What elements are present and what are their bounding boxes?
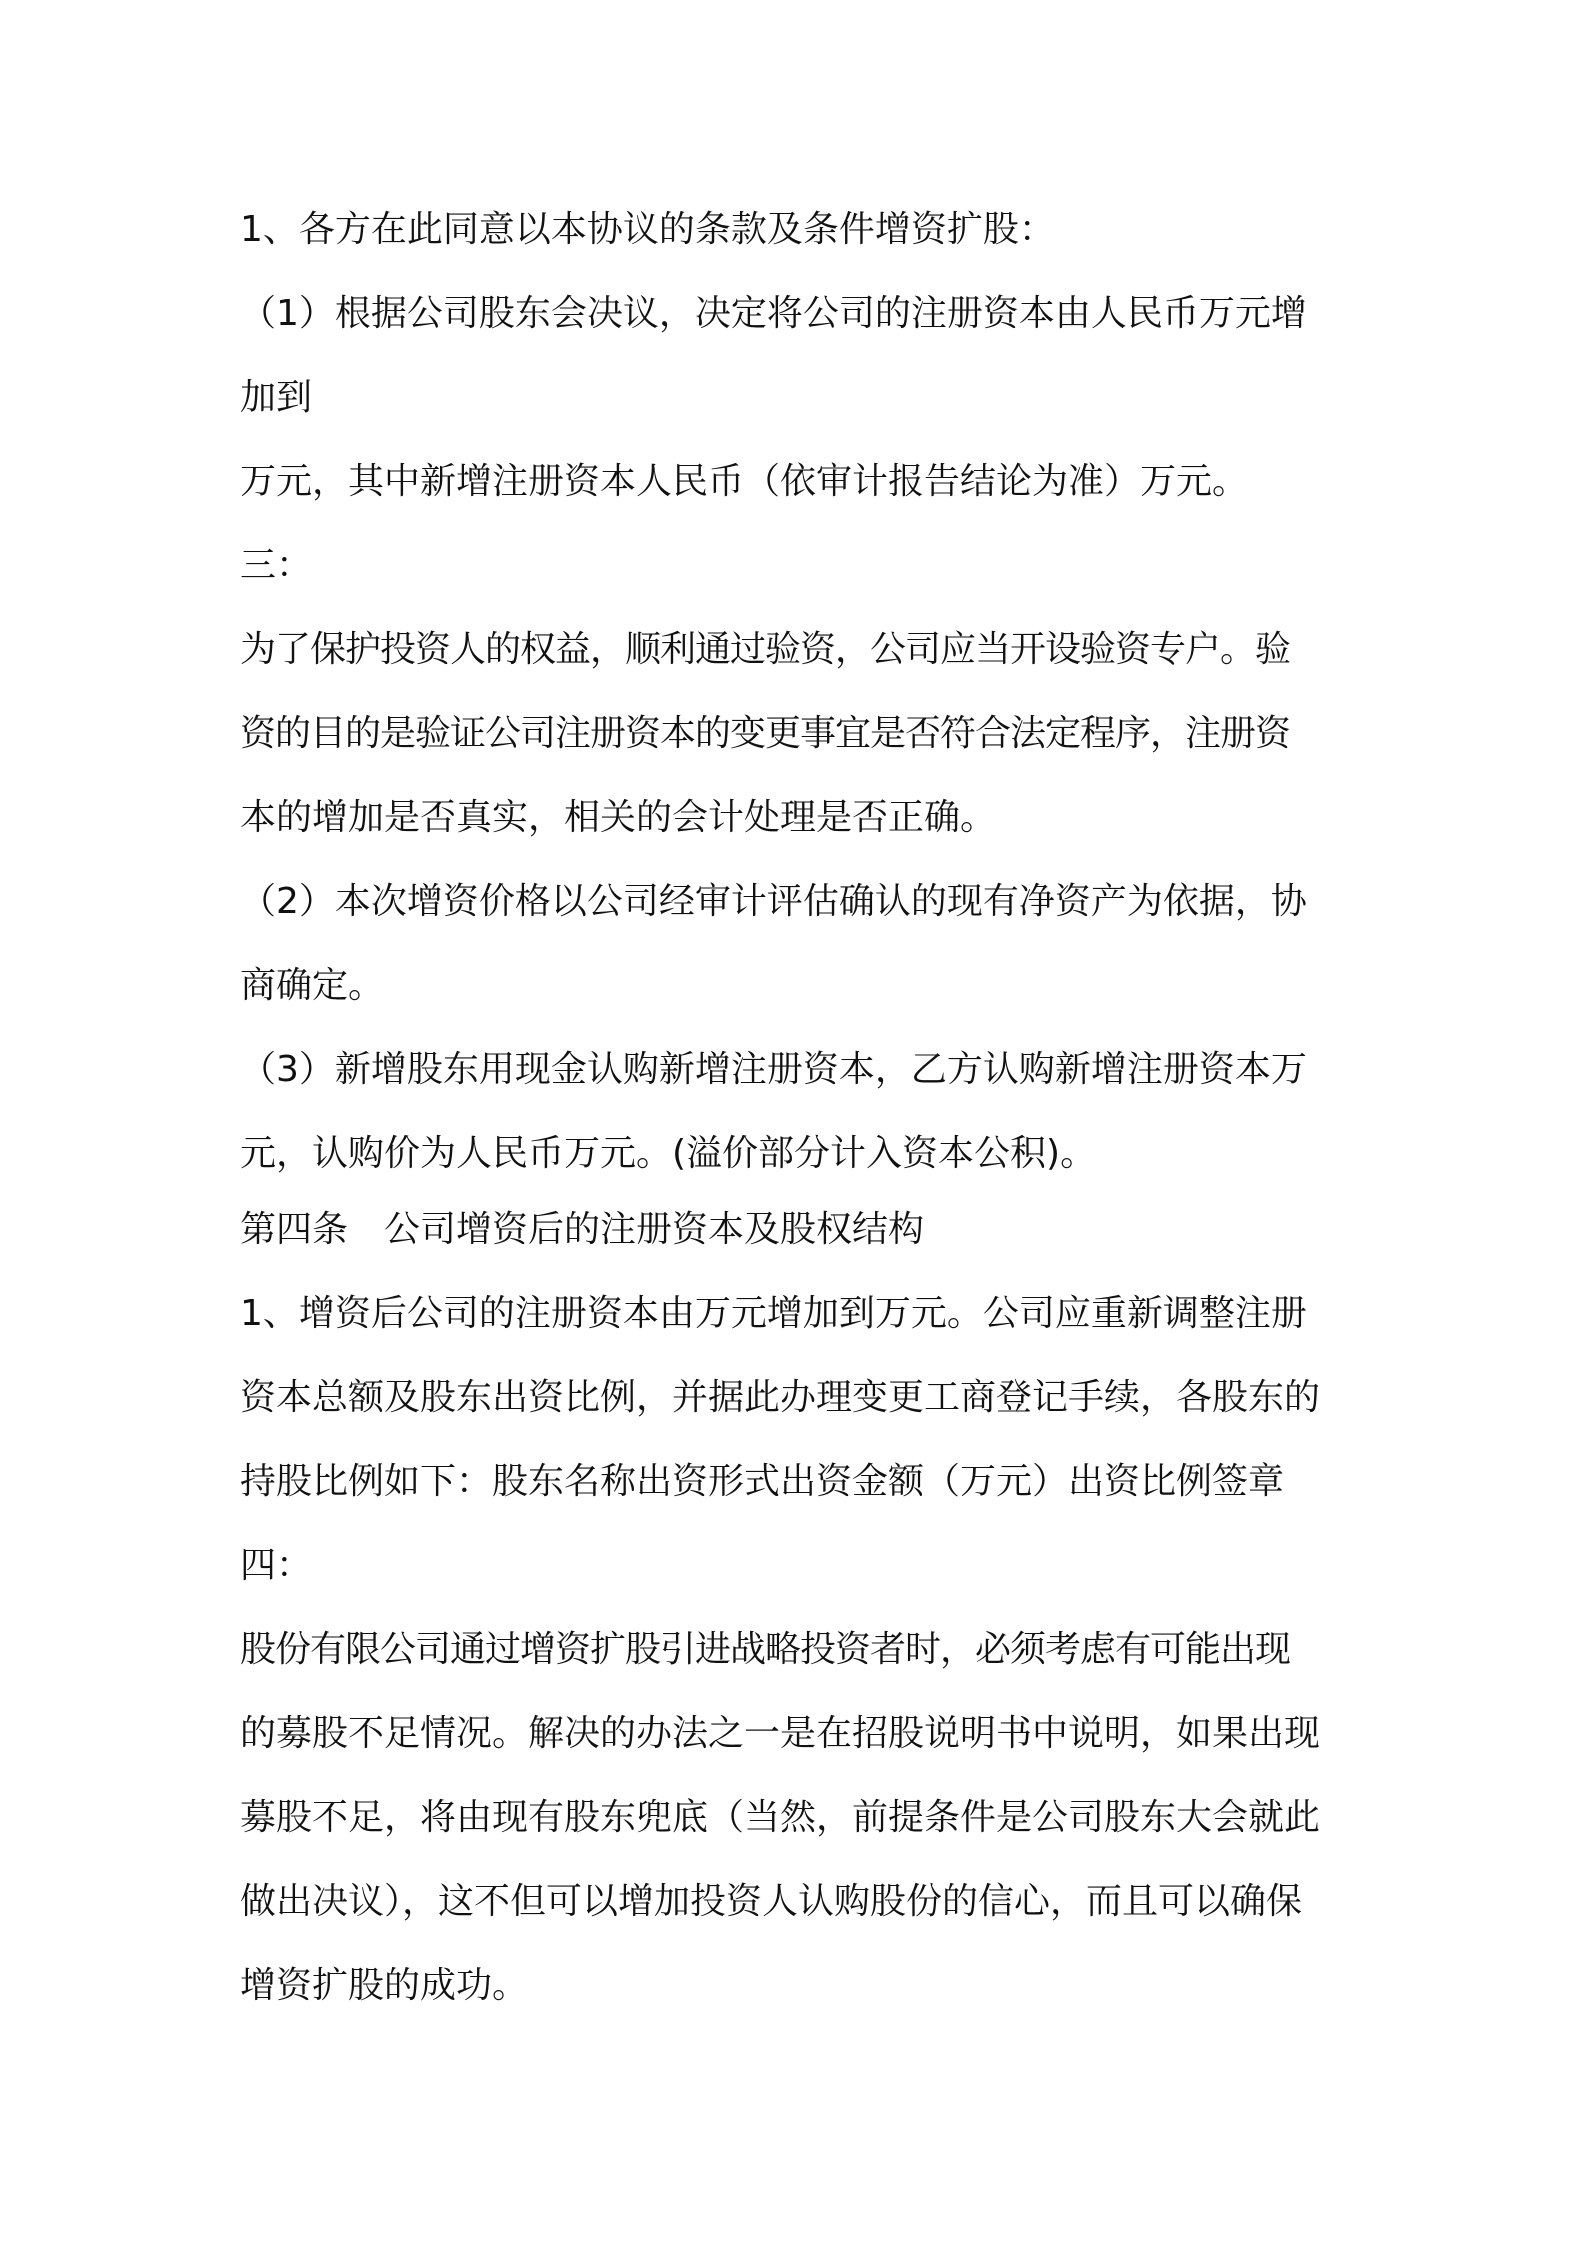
clause-1-item-1-line-2: 加到	[240, 377, 313, 418]
section-4-paragraph-line-2: 的募股不足情况。解决的办法之一是在招股说明书中说明，如果出现	[240, 1713, 1321, 1754]
section-4-paragraph-line-5: 增资扩股的成功。	[240, 1965, 529, 2006]
clause-1-intro: 1、各方在此同意以本协议的条款及条件增资扩股：	[240, 209, 1055, 250]
clause-1-item-2-line-2: 商确定。	[240, 965, 385, 1006]
clause-1-item-1-line-3: 万元，其中新增注册资本人民币（依审计报告结论为准）万元。	[240, 461, 1249, 502]
section-3-paragraph-line-3: 本的增加是否真实，相关的会计处理是否正确。	[240, 797, 997, 838]
clause-1-item-2-line-1: （2）本次增资价格以公司经审计评估确认的现有净资产为依据，协	[240, 881, 1307, 922]
article-4-heading: 第四条 公司增资后的注册资本及股权结构	[240, 1209, 925, 1250]
section-4-heading: 四：	[240, 1545, 313, 1586]
clause-1-item-3-line-1: （3）新增股东用现金认购新增注册资本，乙方认购新增注册资本万	[240, 1049, 1307, 1090]
section-3-paragraph-line-1: 为了保护投资人的权益，顺利通过验资，公司应当开设验资专户。验	[240, 629, 1291, 670]
section-4-paragraph-line-1: 股份有限公司通过增资扩股引进战略投资者时，必须考虑有可能出现	[240, 1629, 1291, 1670]
article-4-clause-1-line-1: 1、增资后公司的注册资本由万元增加到万元。公司应重新调整注册	[240, 1293, 1307, 1334]
article-4-clause-1-line-2: 资本总额及股东出资比例，并据此办理变更工商登记手续，各股东的	[240, 1377, 1321, 1418]
section-3-heading: 三：	[240, 545, 313, 586]
clause-1-item-3-line-2: 元，认购价为人民币万元。(溢价部分计入资本公积)。	[240, 1133, 1097, 1174]
article-4-clause-1-line-3: 持股比例如下：股东名称出资形式出资金额（万元）出资比例签章	[240, 1461, 1285, 1502]
section-3-paragraph-line-2: 资的目的是验证公司注册资本的变更事宜是否符合法定程序，注册资	[240, 713, 1291, 754]
clause-1-item-1-line-1: （1）根据公司股东会决议，决定将公司的注册资本由人民币万元增	[240, 293, 1307, 334]
section-4-paragraph-line-3: 募股不足，将由现有股东兜底（当然，前提条件是公司股东大会就此	[240, 1797, 1321, 1838]
section-4-paragraph-line-4: 做出决议），这不但可以增加投资人认购股份的信心，而且可以确保	[240, 1881, 1303, 1922]
